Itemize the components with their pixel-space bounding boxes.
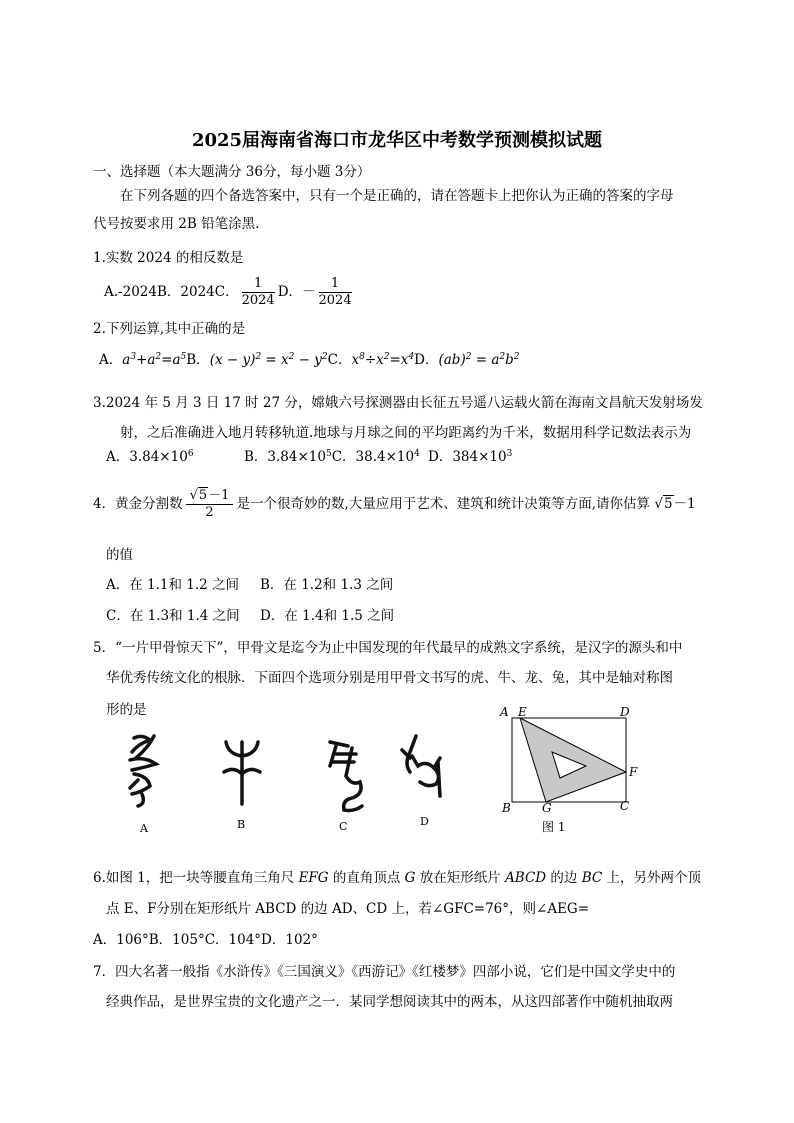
q5-label-a: A bbox=[140, 822, 148, 835]
q2-option-c-label: C． bbox=[327, 352, 352, 368]
q4-option-d: D．在 1.4和 1.5 之间 bbox=[260, 608, 395, 624]
q5-line1: 5．“一片甲骨惊天下”，甲骨文是迄今为止中国发现的年代最早的成熟文字系统，是汉字的源头和中 bbox=[93, 640, 683, 656]
fig-label-b: B bbox=[502, 801, 511, 815]
q1-option-c: C． bbox=[214, 284, 239, 300]
figure1-caption: 图 1 bbox=[542, 820, 566, 834]
q1-option-b: B．2024 bbox=[156, 284, 215, 300]
instruction-line2: 代号按要求用 2B 铅笔涂黑. bbox=[93, 216, 260, 232]
fig-label-f: F bbox=[629, 765, 638, 779]
oracle-ox-glyph bbox=[218, 738, 268, 808]
q4-option-a: A．在 1.1和 1.2 之间 bbox=[106, 577, 240, 593]
fig-label-a: A bbox=[500, 705, 509, 719]
q3-line1: 3.2024 年 5 月 3 日 17 时 27 分，嫦娥六号探测器由长征五号遥八运载火箭在海南文昌航天发射场发 bbox=[93, 395, 703, 411]
fig-label-e: E bbox=[518, 705, 527, 719]
q4-option-b: B．在 1.2和 1.3 之间 bbox=[260, 577, 394, 593]
oracle-tiger-glyph bbox=[120, 730, 170, 810]
q4-option-c: C．在 1.3和 1.4 之间 bbox=[106, 608, 240, 624]
fig-label-d: D bbox=[620, 705, 630, 719]
q1-fraction-c: $\frac{1}{2024}$ bbox=[241, 276, 275, 308]
q2-option-c-math: $x^8\div x^2=x^4$ bbox=[351, 352, 415, 368]
q3-line2: 射，之后准确进入地月转移轨道.地球与月球之间的平均距离约为千米，数据用科学记数法表示为 bbox=[120, 425, 692, 441]
q1-option-a: A.-2024 bbox=[104, 284, 157, 300]
q4-fraction: $\frac{√5-1}{2}$ bbox=[186, 488, 234, 521]
q6-line2: 点 E、F分别在矩形纸片 ABCD 的边 AD、CD 上，若∠GFC=76°，则∠AEG= bbox=[106, 901, 590, 917]
q3-option-bc: B．$3.84\times 10^5C$．$38.4\times 10^4$ bbox=[244, 449, 420, 465]
fig-label-c: C bbox=[620, 799, 630, 813]
q5-label-b: B bbox=[237, 818, 246, 831]
q5-line2: 华优秀传统文化的根脉．下面四个选项分别是用甲骨文书写的虎、牛、龙、兔，其中是轴对称图 bbox=[106, 670, 673, 686]
q4-line2: 的值 bbox=[106, 547, 133, 563]
q2-stem: 2.下列运算,其中正确的是 bbox=[93, 321, 246, 337]
fig-label-g: G bbox=[542, 801, 552, 815]
q2-option-d-label: D． bbox=[414, 352, 439, 368]
q6-line1: 6.如图 1，把一块等腰直角三角尺 EFG 的直角顶点 G 放在矩形纸片 ABCD 的边 BC 上，另外两个顶 bbox=[93, 870, 702, 886]
q2-option-a-label: A． bbox=[99, 352, 123, 368]
q7-line1: 7．四大名著一般指《水浒传》《三国演义》《西游记》《红楼梦》四部小说，它们是中国文学史中的 bbox=[93, 964, 676, 980]
figure1-rectangle-triangle bbox=[496, 700, 646, 840]
q2-option-d-math: $(ab)^2 = a^2b^2$ bbox=[438, 352, 520, 368]
q1-option-d: D．－ bbox=[277, 284, 316, 300]
q1-stem: 1.实数 2024 的相反数是 bbox=[93, 250, 244, 266]
q1-options bbox=[104, 276, 355, 309]
q2-options bbox=[99, 348, 520, 368]
q2-option-b-label: B． bbox=[186, 352, 210, 368]
q2-option-a-math: $a^3+a^2=a^5$ bbox=[122, 352, 187, 368]
q5-label-c: C bbox=[339, 820, 348, 833]
oracle-rabbit-glyph bbox=[398, 732, 450, 802]
instruction-line1: 在下列各题的四个备选答案中，只有一个是正确的，请在答题卡上把你认为正确的答案的字母 bbox=[120, 188, 674, 204]
q5-label-d: D bbox=[420, 815, 429, 828]
q6-options: A．106°B．105°C．104°D．102° bbox=[93, 932, 318, 948]
q3-option-d: D．$384\times 10^3$ bbox=[428, 449, 513, 465]
q2-option-b-math: $(x - y)^2 = x^2 - y^2$ bbox=[209, 352, 328, 368]
q5-line3: 形的是 bbox=[106, 702, 147, 718]
oracle-dragon-glyph bbox=[322, 736, 370, 814]
q1-fraction-d: $\frac{1}{2024}$ bbox=[318, 276, 352, 308]
q3-option-a: A．$3.84\times 10^6$ bbox=[106, 449, 194, 465]
section-heading: 一、选择题（本大题满分 36分，每小题 3分） bbox=[93, 164, 371, 180]
q4-line1: 4．黄金分割数 $\frac{√5-1}{2}$ 是一个很奇妙的数,大量应用于艺术、建筑和统计决策等方面,请你估算 √5－1 bbox=[93, 488, 696, 520]
q7-line2: 经典作品，是世界宝贵的文化遗产之一．某同学想阅读其中的两本，从这四部著作中随机抽取两 bbox=[106, 994, 673, 1010]
page-title: 2025届海南省海口市龙华区中考数学预测模拟试题 bbox=[191, 130, 603, 151]
